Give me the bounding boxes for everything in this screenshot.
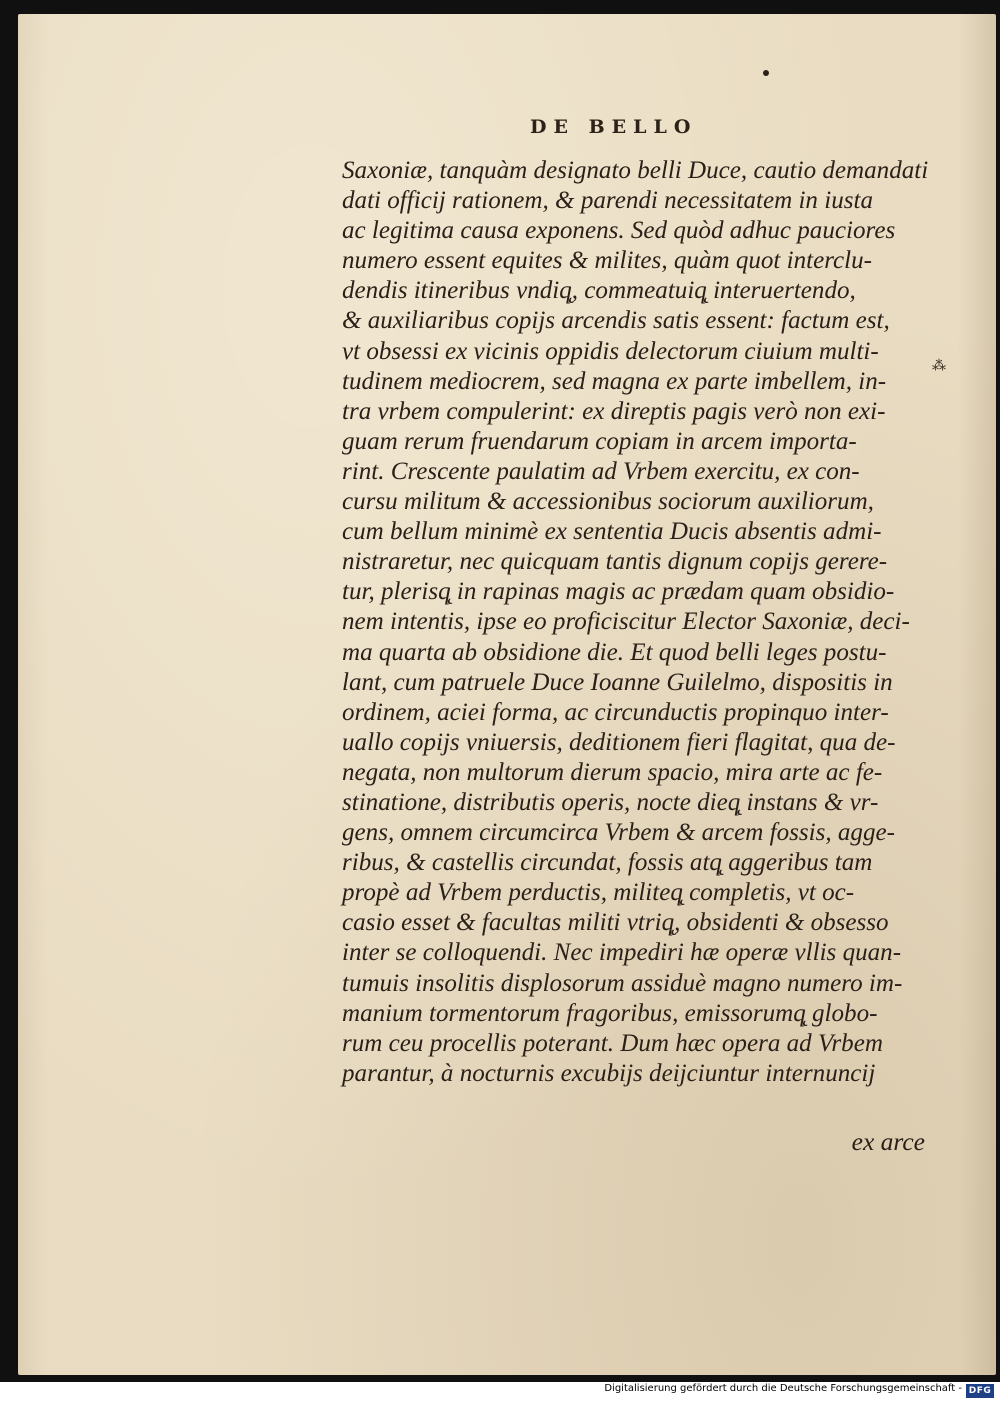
text-line: ma quarta ab obsidione die. Et quod belli leges postu- [342,636,887,666]
text-line: ribus, & castellis circundat, fossis atq̨ aggeribus tam [342,847,873,877]
text-line: numero essent equites & milites, quàm quot interclu- [342,245,873,275]
text-line: manium tormentorum fragoribus, emissorumq̨ globo- [342,997,878,1027]
text-line: guam rerum fruendarum copiam in arcem importa- [342,425,857,455]
text-line: propè ad Vrbem perductis, militeq̨ completis, vt oc- [342,877,855,907]
text-line: nem intentis, ipse eo proficiscitur Elector Saxoniæ, deci- [342,606,910,636]
text-line: casio esset & facultas militi vtriq̨, obsidenti & obsesso [342,907,889,937]
margin-mark: ⁂ [932,358,946,374]
text-line: ordinem, aciei forma, ac circunductis propinquo inter- [342,696,889,726]
text-line: inter se colloquendi. Nec impediri hæ operæ vllis quan- [342,937,902,967]
text-line: dendis itineribus vndiq̨, commeatuiq̨ interuertendo, [342,275,856,305]
text-line: dati officij rationem, & parendi necessitatem in iusta [342,185,873,215]
funding-credit: Digitalisierung gefördert durch die Deutsche Forschungsgemeinschaft - [604,1383,962,1394]
text-line: uallo copijs vniuersis, deditionem fieri flagitat, qua de- [342,726,896,756]
text-line: parantur, à nocturnis excubijs deijciuntur internuncij [342,1057,876,1087]
text-line: lant, cum patruele Duce Ioanne Guilelmo, dispositis in [342,666,893,696]
dfg-logo: DFG [966,1384,994,1398]
text-line: tudinem mediocrem, sed magna ex parte imbellem, in- [342,365,887,395]
text-line: rint. Crescente paulatim ad Vrbem exercitu, ex con- [342,455,860,485]
text-line: tumuis insolitis displosorum assiduè magno numero im- [342,967,903,997]
text-line: Saxoniæ, tanquàm designato belli Duce, cautio demandati [342,155,929,184]
ink-speck [763,70,769,76]
text-line: negata, non multorum dierum spacio, mira arte ac fe- [342,756,883,786]
text-line: cum bellum minimè ex sententia Ducis absentis admi- [342,516,882,546]
text-line: tra vrbem compulerint: ex direptis pagis verò non exi- [342,395,886,425]
text-line: gens, omnem circumcirca Vrbem & arcem fossis, agge- [342,817,895,847]
catchword: ex arce [851,1127,925,1156]
running-head: DE BELLO [530,116,698,138]
body-text [342,155,942,1088]
text-line: cursu militum & accessionibus sociorum auxiliorum, [342,486,874,516]
text-line: ac legitima causa exponens. Sed quòd adhuc pauciores [342,215,896,245]
text-line: vt obsessi ex vicinis oppidis delectorum ciuium multi- [342,335,879,365]
text-line: nistraretur, nec quicquam tantis dignum copijs gerere- [342,546,888,576]
text-line: & auxiliaribus copijs arcendis satis essent: factum est, [342,305,890,335]
text-line: rum ceu procellis poterant. Dum hæc opera ad Vrbem [342,1027,883,1057]
text-line: stinatione, distributis operis, nocte dieq̨ instans & vr- [342,786,879,816]
text-line: tur, plerisq̨ in rapinas magis ac prædam quam obsidio- [342,576,895,606]
